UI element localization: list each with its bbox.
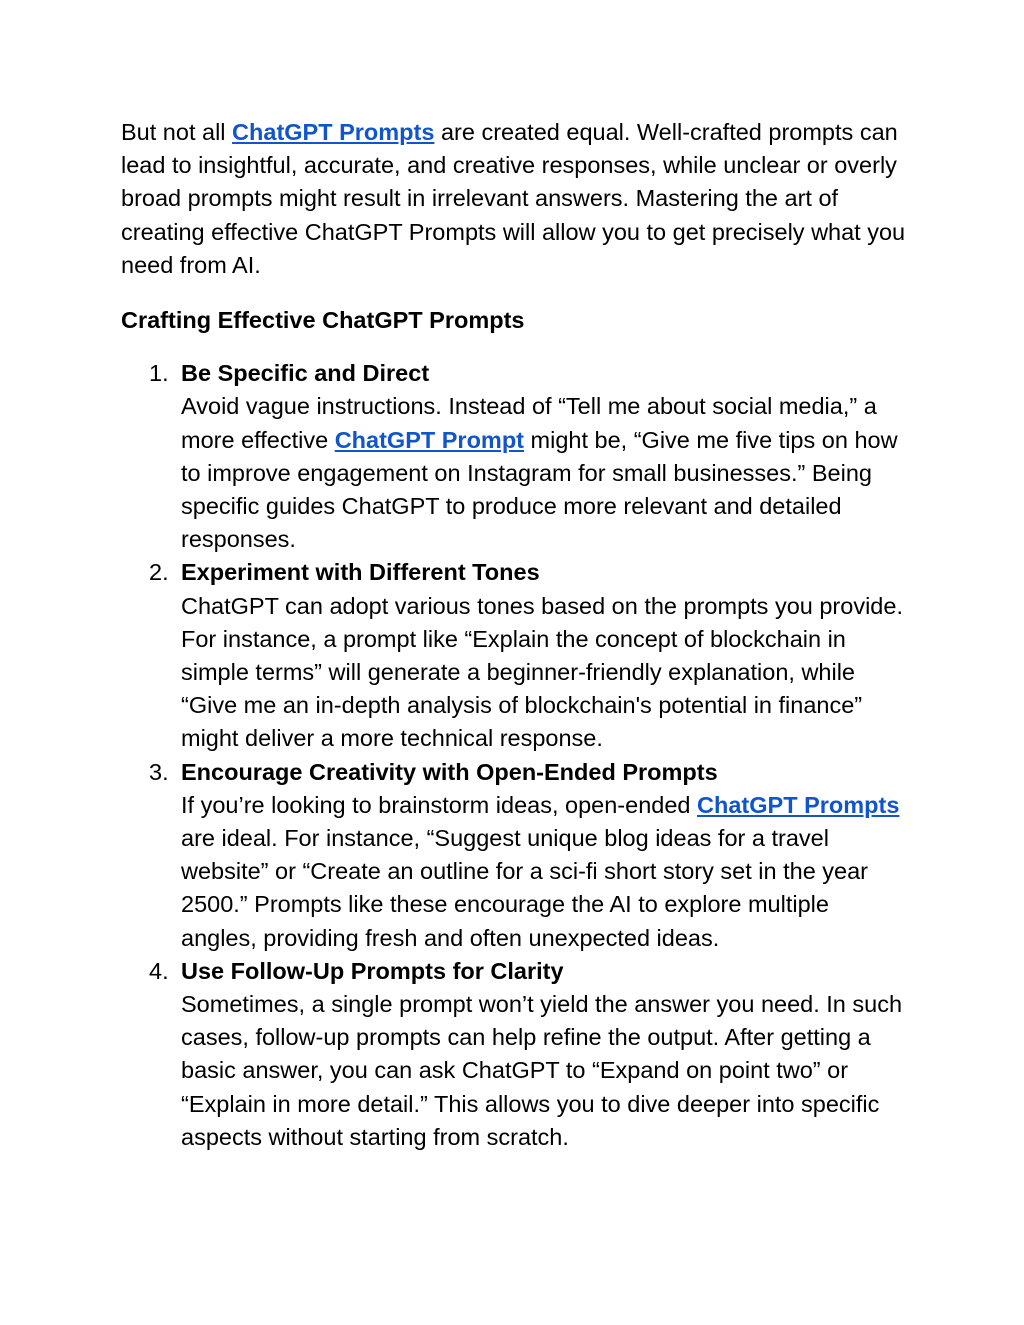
section-heading: Crafting Effective ChatGPT Prompts (121, 307, 525, 334)
document-page (121, 116, 911, 1154)
list-item-title: Be Specific and Direct (181, 360, 430, 387)
list-item-body-end: are ideal. For instance, “Suggest unique blog ideas for a travel website” or “Create an outline for a sci-fi short story set in the year 2500.” Prompts like these encourage the AI to explore multiple angles, providing fresh and often unexpected ideas. (181, 825, 869, 951)
list-item-1 (121, 357, 911, 556)
list-number: 4. (149, 957, 169, 984)
list-item-title: Use Follow-Up Prompts for Clarity (181, 957, 564, 984)
list-item-2 (121, 556, 911, 755)
list-number: 2. (149, 559, 169, 586)
list-item-body: Sometimes, a single prompt won’t yield the answer you need. In such cases, follow-up prompts can help refine the output. After getting a basic answer, you can ask ChatGPT to “Expand on point two” or “Explain in more detail.” This allows you to dive deeper into specific aspects without starting from scratch. (181, 991, 903, 1150)
list-item-title: Experiment with Different Tones (181, 559, 540, 586)
list-item-body-start: If you’re looking to brainstorm ideas, open-ended (181, 791, 698, 818)
list-number: 3. (149, 758, 169, 785)
list-item-title: Encourage Creativity with Open-Ended Prompts (181, 758, 718, 785)
list-number: 1. (149, 360, 169, 387)
list-item-3 (121, 756, 911, 955)
intro-paragraph (121, 116, 911, 282)
list-item-4 (121, 955, 911, 1154)
intro-text-end: are created equal. Well-crafted prompts can lead to insightful, accurate, and creative responses, while unclear or overly broad prompts might result in irrelevant answers. Mastering the art of creating effective ChatGPT Prompts will allow you to get precisely what you need from AI. (121, 119, 906, 278)
chatgpt-prompts-link[interactable]: ChatGPT Prompts (232, 119, 435, 145)
list-item-body-start: Avoid vague instructions. Instead of “Tell me about social media,” a more effective (181, 393, 877, 453)
list-item-body: ChatGPT can adopt various tones based on the prompts you provide. For instance, a prompt like “Explain the concept of blockchain in simple terms” will generate a beginner-friendly explanation, while “Give me an in-depth analysis of blockchain's potential in finance” might deliver a more technical response. (181, 592, 903, 752)
chatgpt-prompt-link[interactable]: ChatGPT Prompt (334, 426, 525, 453)
tips-list (121, 357, 911, 1154)
intro-text-start: But not all (121, 119, 233, 145)
list-item-body-end: might be, “Give me five tips on how to improve engagement on Instagram for small businesses.” Being specific guides ChatGPT to produce more relevant and detailed responses. (181, 426, 898, 553)
chatgpt-prompts-link[interactable]: ChatGPT Prompts (697, 791, 900, 818)
